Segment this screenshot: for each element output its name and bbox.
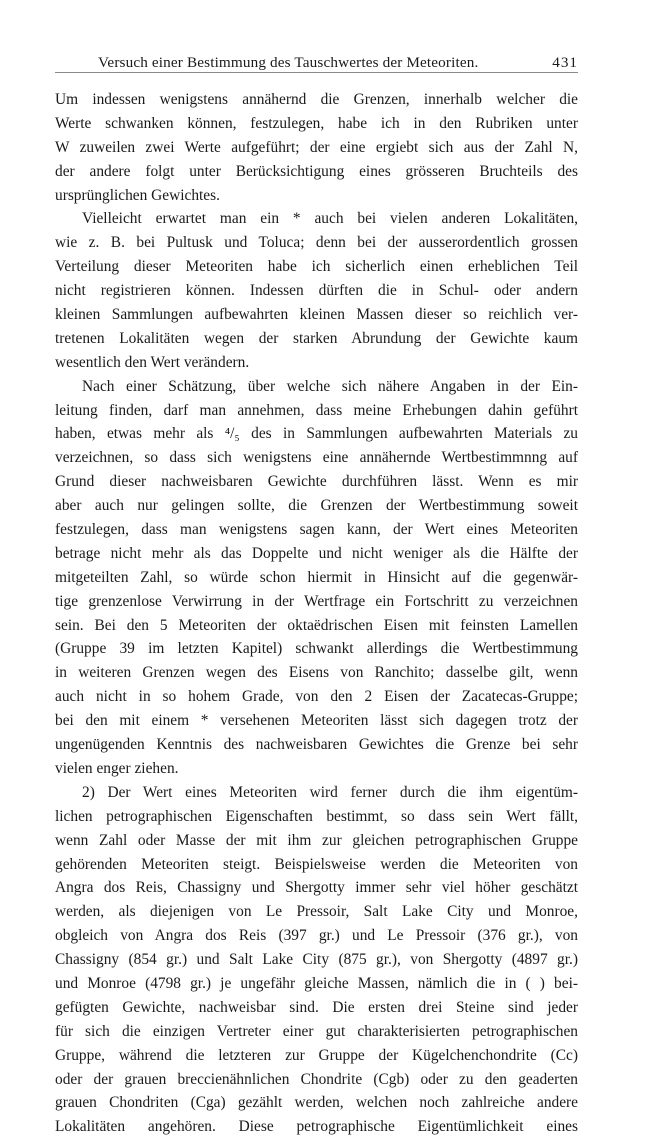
text-line: bei den mit einem * versehenen Meteoriten lässt sich dagegen trotz der (55, 712, 578, 730)
text-line: Werte schwanken können, festzulegen, habe ich in den Rubriken unter (55, 114, 578, 132)
text-line: ursprünglichen Gewichtes. (55, 186, 220, 204)
text-line: tige grenzenlose Verwirrung in der Wertfrage ein Fortschritt zu verzeichnen (55, 592, 578, 610)
body-text (55, 88, 578, 1139)
text-line: kleinen Sammlungen aufbewahrten kleinen Massen dieser so reichlich ver- (55, 306, 578, 324)
text-line: werden, als diejenigen von Le Pressoir, Salt Lake City und Monroe, (55, 903, 578, 921)
text-line: verzeichnen, so dass sich wenigstens eine annähernde Wertbestimmnng auf (55, 449, 578, 467)
text-line: ungenügenden Kenntnis des nachweisbaren Gewichtes die Grenze bei sehr (55, 736, 578, 754)
text-line: wenn Zahl oder Masse der mit ihm zur gleichen petrographischen Gruppe (55, 831, 578, 849)
text-line: wesentlich den Wert verändern. (55, 353, 250, 371)
running-head (55, 54, 578, 74)
text-line: mitgeteilten Zahl, so würde schon hiermit in Hinsicht auf die gegenwär- (55, 568, 578, 586)
text-line: (Gruppe 39 im letzten Kapitel) schwankt allerdings die Wertbestimmung (55, 640, 578, 658)
text-line: gefügten Gewichte, nachweisbar sind. Die ersten drei Steine sind jeder (55, 998, 578, 1016)
text-line: haben, etwas mehr als ⁴/₅ des in Sammlungen aufbewahrten Materials zu (55, 425, 578, 443)
text-line: Gruppe, während die letzteren zur Gruppe der Kügelchenchondrite (Cc) (55, 1046, 578, 1064)
text-line: 2) Der Wert eines Meteoriten wird ferner durch die ihm eigentüm- (82, 783, 578, 801)
text-line: wie z. B. bei Pultusk und Toluca; denn bei der ausserordentlich grossen (55, 234, 578, 252)
text-line: leitung finden, darf man annehmen, dass meine Erhebungen dahin geführt (55, 401, 578, 419)
text-line: Um indessen wenigstens annähernd die Grenzen, innerhalb welcher die (55, 91, 578, 108)
text-line: aber auch nur gelingen sollte, die Grenzen der Wertbestimmung soweit (55, 497, 578, 515)
text-line: der andere folgt unter Berücksichtigung eines grösseren Bruchteils des (55, 162, 578, 180)
text-line: auch nicht in so hohem Grade, von den 2 Eisen der Zacatecas-Gruppe; (55, 688, 578, 706)
running-head-title: Versuch einer Bestimmung des Tauschwertes der Meteoriten. (98, 54, 479, 71)
text-line: für sich die einzigen Vertreter einer gut charakterisierten petrographischen (55, 1022, 578, 1040)
text-line: sein. Bei den 5 Meteoriten der oktaëdrischen Eisen mit feinsten Lamellen (55, 616, 578, 634)
header-rule (55, 72, 578, 73)
text-line: festzulegen, dass man wenigstens sagen kann, der Wert eines Meteoriten (55, 521, 578, 539)
text-line: vielen enger ziehen. (55, 759, 179, 777)
text-line: und Monroe (4798 gr.) je ungefähr gleiche Massen, nämlich die in ( ) bei- (55, 974, 578, 992)
text-line: gehörenden Meteoriten steigt. Beispielsweise werden die Meteoriten von (55, 855, 578, 873)
text-line: W zuweilen zwei Werte aufgeführt; der eine ergiebt sich aus der Zahl N, (55, 138, 578, 156)
text-line: Angra dos Reis, Chassigny und Shergotty immer sehr viel höher geschätzt (55, 879, 578, 897)
text-line: nicht registrieren können. Indessen dürften die in Schul- oder andern (55, 282, 578, 300)
text-line: betrage nicht mehr als das Doppelte und nicht weniger als die Hälfte der (55, 544, 578, 562)
text-line: grauen Chondriten (Cga) gezählt werden, welchen noch zahlreiche andere (55, 1094, 578, 1112)
text-line: Lokalitäten angehören. Diese petrographische Eigentümlichkeit eines (55, 1118, 578, 1136)
text-line: Grund dieser nachweisbaren Gewichte durchführen lässt. Wenn es mir (55, 473, 578, 491)
text-line: Chassigny (854 gr.) und Salt Lake City (875 gr.), von Shergotty (4897 gr.) (55, 951, 578, 969)
text-line: Verteilung dieser Meteoriten habe ich sicherlich einen erheblichen Teil (55, 258, 578, 276)
page-number: 431 (552, 54, 578, 71)
text-line: obgleich von Angra dos Reis (397 gr.) und Le Pressoir (376 gr.), von (55, 927, 578, 945)
text-line: Vielleicht erwartet man ein * auch bei vielen anderen Lokalitäten, (82, 210, 578, 228)
text-line: oder der grauen breccienähnlichen Chondrite (Cgb) oder zu den geaderten (55, 1070, 578, 1088)
text-line: Nach einer Schätzung, über welche sich nähere Angaben in der Ein- (82, 377, 578, 395)
text-line: in weiteren Grenzen wegen des Eisens von Ranchito; dasselbe gilt, wenn (55, 664, 578, 682)
text-line: tretenen Lokalitäten wegen der starken Abrundung der Gewichte kaum (55, 329, 578, 347)
text-line: lichen petrographischen Eigenschaften bestimmt, so dass sein Wert fällt, (55, 807, 578, 825)
